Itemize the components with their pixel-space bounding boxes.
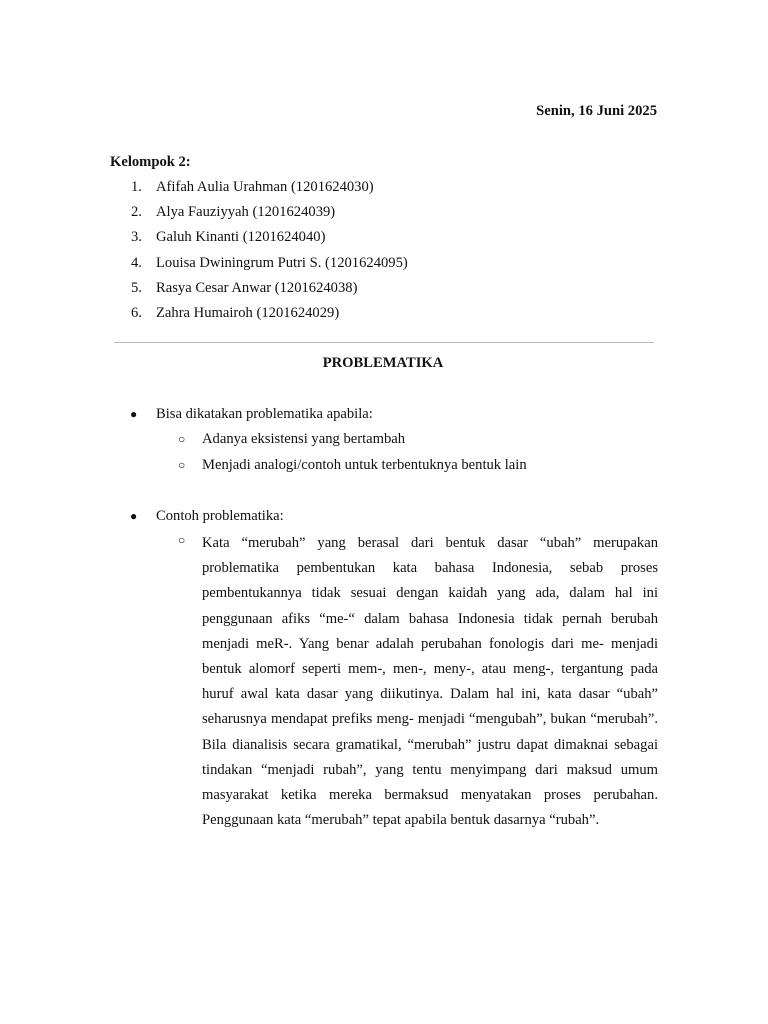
filled-bullet-icon: ● (130, 407, 138, 421)
list-item (110, 278, 408, 303)
hollow-bullet-icon: ○ (178, 533, 186, 547)
member-name: Afifah Aulia Urahman (1201624030) (156, 179, 374, 195)
list-number: 5. (131, 279, 142, 296)
list-item (110, 303, 408, 328)
hollow-bullet-icon: ○ (178, 432, 186, 446)
section-title: PROBLEMATIKA (322, 355, 444, 371)
bullet-item (110, 506, 658, 526)
list-item (110, 202, 408, 227)
horizontal-divider (114, 342, 654, 343)
bullet-group-conditions (110, 404, 658, 475)
list-item (110, 227, 408, 252)
sub-bullet-text: Menjadi analogi/contoh untuk terbentuknya bentuk lain (202, 457, 527, 473)
list-number: 1. (131, 179, 142, 195)
list-number: 3. (131, 229, 142, 246)
member-name: Louisa Dwiningrum Putri S. (1201624095) (156, 254, 408, 271)
list-item (110, 177, 408, 202)
list-number: 2. (131, 204, 142, 221)
document-date: Senin, 16 Juni 2025 (536, 103, 657, 119)
sub-bullet-item (110, 455, 658, 475)
hollow-bullet-icon: ○ (178, 458, 186, 472)
member-name: Zahra Humairoh (1201624029) (156, 304, 340, 321)
list-number: 6. (131, 304, 142, 321)
bullet-group-example (110, 506, 658, 833)
member-list (110, 177, 408, 328)
bullet-label: Bisa dikatakan problematika apabila: (156, 406, 373, 422)
group-heading: Kelompok 2: (110, 154, 191, 170)
bullet-item (110, 404, 658, 424)
example-paragraph: Kata “merubah” yang berasal dari bentuk dasar “ubah” merupakan problematika pembentukan kata bahasa Indonesia, sebab proses pembentukannya tidak sesuai dengan kaidah yang ada, dalam hal ini penggunaan afiks “me-“ dalam bahasa Indonesia tidak pernah berubah menjadi meR-. Yang benar adalah perubahan fonologis dari me- menjadi bentuk alomorf seperti mem-, men-, meny-, atau meng-, tergantung pada huruf awal kata dasar yang diikutinya. Dalam hal ini, kata dasar “ubah” seharusnya mendapat prefiks meng- menjadi “mengubah”, bukan “merubah”. Bila dianalisis secara gramatikal, “merubah” justru dapat dimaknai sebagai tindakan “menjadi rubah”, yang tentu menyimpang dari maksud umum masyarakat ketika mereka bermaksud menyatakan proses perubahan. Penggunaan kata “merubah” tepat apabila bentuk dasarnya “rubah”. (202, 535, 658, 829)
sub-bullet-item (110, 531, 658, 833)
list-number: 4. (131, 254, 142, 271)
member-name: Alya Fauziyyah (1201624039) (156, 204, 336, 221)
member-name: Galuh Kinanti (1201624040) (156, 229, 326, 246)
bullet-label: Contoh problematika: (156, 508, 284, 524)
member-name: Rasya Cesar Anwar (1201624038) (156, 279, 358, 296)
sub-bullet-text: Adanya eksistensi yang bertambah (202, 431, 406, 447)
list-item (110, 253, 408, 278)
sub-bullet-item (110, 429, 658, 449)
filled-bullet-icon: ● (130, 509, 138, 523)
